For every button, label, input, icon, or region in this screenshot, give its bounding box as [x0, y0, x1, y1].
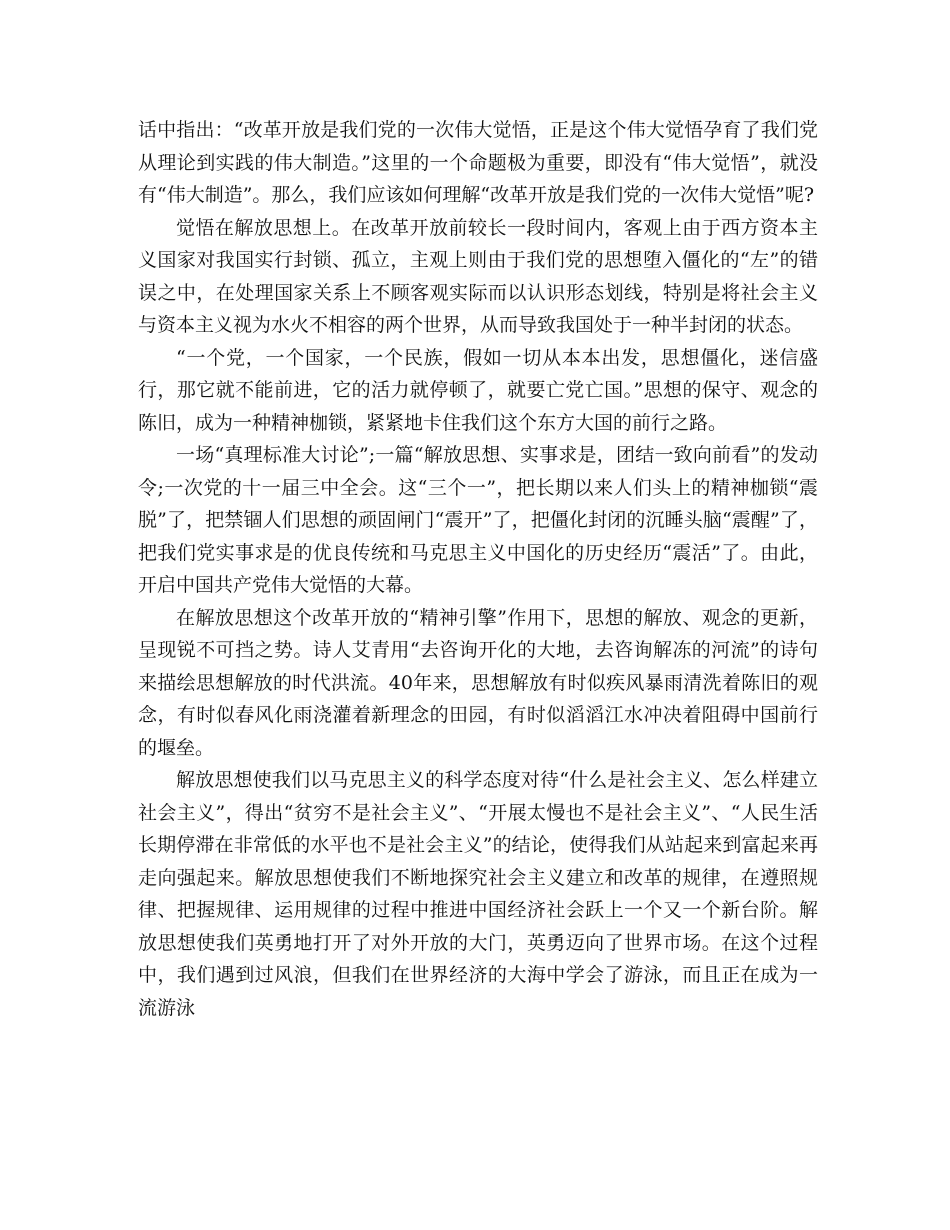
paragraph: 一场“真理标准大讨论”;一篇“解放思想、实事求是，团结一致向前看”的发动令;一次党的十一届三中全会。这“三个一”，把长期以来人们头上的精神枷锁“震脱”了，把禁锢人们思想的顽固闸门“震开”了，把僵化封闭的沉睡头脑“震醒”了，把我们党实事求是的优良传统和马克思主义中国化的历史经历“震活”了。由此，开启中国共产党伟大觉悟的大幕。 [138, 444, 818, 596]
paragraph-continuation: 话中指出：“改革开放是我们党的一次伟大觉悟，正是这个伟大觉悟孕育了我们党从理论到实践的伟大制造。”这里的一个命题极为重要，即没有“伟大觉悟”，就没有“伟大制造”。那么，我们应该如何理解“改革开放是我们党的一次伟大觉悟”呢? [138, 119, 818, 206]
paragraph: 在解放思想这个改革开放的“精神引擎”作用下，思想的解放、观念的更新，呈现锐不可挡之势。诗人艾青用“去咨询开化的大地，去咨询解冻的河流”的诗句来描绘思想解放的时代洪流。40年来，思想解放有时似疾风暴雨清洗着陈旧的观念，有时似春风化雨浇灌着新理念的田园，有时似滔滔江水冲决着阻碍中国前行的堰垒。 [138, 606, 818, 759]
paragraph-quote: “一个党，一个国家，一个民族，假如一切从本本出发，思想僵化，迷信盛行，那它就不能前进，它的活力就停顿了，就要亡党亡国。”思想的保守、观念的陈旧，成为一种精神枷锁，紧紧地卡住我们这个东方大国的前行之路。 [138, 346, 818, 434]
document-body [138, 114, 818, 1024]
paragraph: 觉悟在解放思想上。在改革开放前较长一段时间内，客观上由于西方资本主义国家对我国实行封锁、孤立，主观上则由于我们党的思想堕入僵化的“左”的错误之中，在处理国家关系上不顾客观实际而以认识形态划线，特别是将社会主义与资本主义视为水火不相容的两个世界，从而导致我国处于一种半封闭的状态。 [138, 216, 818, 336]
paragraph: 解放思想使我们以马克思主义的科学态度对待“什么是社会主义、怎么样建立社会主义”，得出“贫穷不是社会主义”、“开展太慢也不是社会主义”、“人民生活长期停滞在非常低的水平也不是社会主义”的结论，使得我们从站起来到富起来再走向强起来。解放思想使我们不断地探究社会主义建立和改革的规律，在遵照规律、把握规律、运用规律的过程中推进中国经济社会跃上一个又一个新台阶。解放思想使我们英勇地打开了对外开放的大门，英勇迈向了世界市场。在这个过程中，我们遇到过风浪，但我们在世界经济的大海中学会了游泳，而且正在成为一流游泳 [138, 769, 818, 1019]
